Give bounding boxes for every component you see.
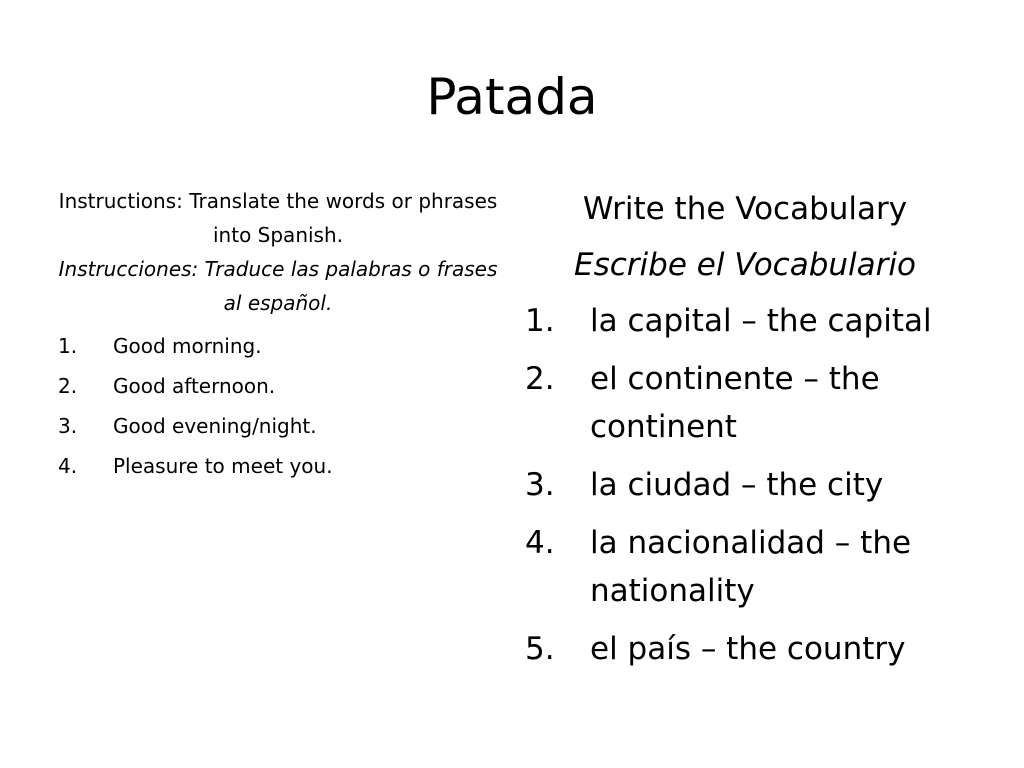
list-item (58, 326, 498, 366)
list-number: 3. (58, 414, 78, 438)
slide-title: Patada (426, 68, 598, 126)
list-item (58, 446, 498, 486)
list-text: Good afternoon. (113, 374, 276, 398)
list-number: 2. (525, 361, 555, 397)
list-number: 1. (58, 334, 78, 358)
instructions-column (58, 184, 498, 486)
vocabulary-column (525, 185, 965, 683)
list-item (525, 625, 965, 673)
list-number: 1. (525, 303, 555, 339)
list-text: Good morning. (113, 334, 262, 358)
list-text: Pleasure to meet you. (113, 454, 333, 478)
list-number: 3. (525, 467, 555, 503)
list-item (525, 297, 965, 345)
list-number: 5. (525, 631, 555, 667)
list-number: 2. (58, 374, 78, 398)
list-text: el continente – the continent (590, 361, 880, 445)
list-text: el país – the country (590, 631, 906, 667)
vocabulary-heading-spanish: Escribe el Vocabulario (574, 247, 916, 283)
phrase-list (58, 326, 498, 486)
list-text: la capital – the capital (590, 303, 932, 339)
vocabulary-list (525, 297, 965, 673)
list-item (58, 366, 498, 406)
vocabulary-heading-english: Write the Vocabulary (582, 191, 908, 227)
list-item (58, 406, 498, 446)
instructions-spanish: Instrucciones: Traduce las palabras o frases al español. (58, 257, 498, 315)
list-number: 4. (525, 525, 555, 561)
list-number: 4. (58, 454, 78, 478)
instructions-english: Instructions: Translate the words or phrases into Spanish. (58, 189, 498, 247)
list-text: la ciudad – the city (590, 467, 884, 503)
list-item (525, 355, 965, 451)
list-item (525, 461, 965, 509)
list-text: Good evening/night. (113, 414, 317, 438)
list-text: la nacionalidad – the nationality (590, 525, 912, 609)
list-item (525, 519, 965, 615)
